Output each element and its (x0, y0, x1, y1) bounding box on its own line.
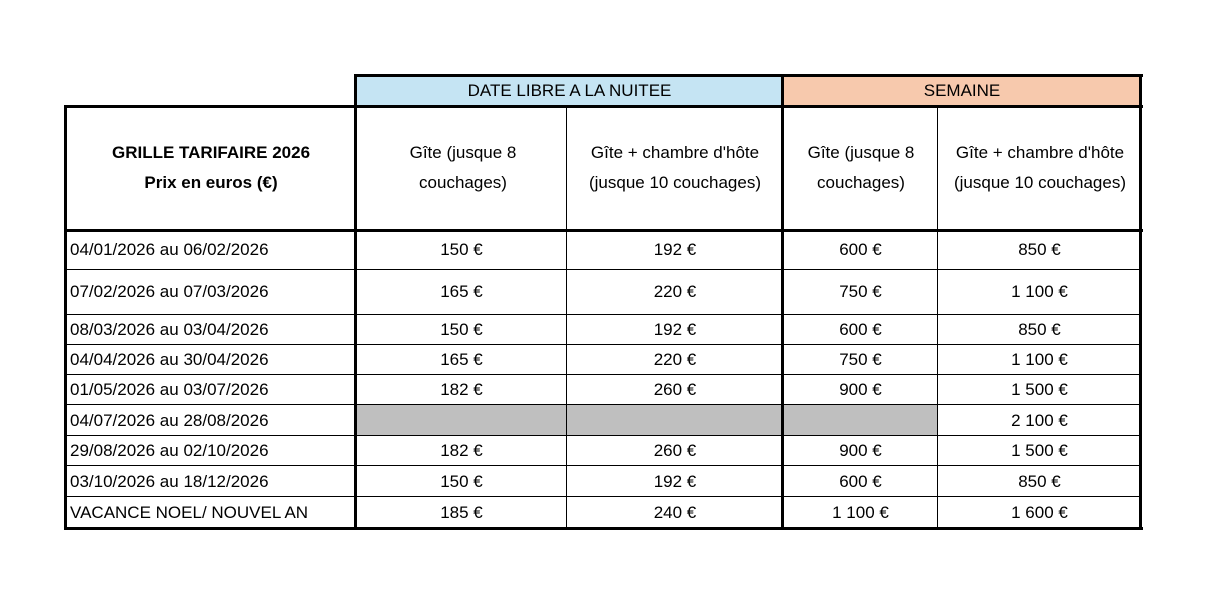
rate-libre-gite-chambre: 240 € (653, 502, 697, 522)
rate-semaine-gite: 750 € (839, 282, 882, 301)
rate-libre-gite: 150 € (440, 240, 483, 259)
rate-semaine-gite: 600 € (839, 471, 882, 491)
rate-semaine-gite: 900 € (839, 441, 882, 460)
rate-libre-gite: 150 € (440, 320, 483, 339)
rate-semaine-gite-chambre: 850 € (1018, 240, 1061, 259)
border-line (66, 269, 1141, 270)
rate-libre-gite-chambre: 192 € (653, 240, 697, 259)
row-period: 04/04/2026 au 30/04/2026 (70, 350, 269, 369)
rate-semaine-gite: 1 100 € (832, 502, 889, 522)
rate-libre-gite-chambre: 192 € (653, 471, 697, 491)
rate-libre-gite-chambre: 220 € (653, 282, 697, 301)
row-period: 04/01/2026 au 06/02/2026 (70, 240, 269, 259)
rate-libre-gite: 150 € (440, 471, 483, 491)
border-line (781, 74, 784, 529)
rate-semaine-gite-chambre: 1 500 € (1011, 380, 1068, 399)
border-line (354, 74, 1143, 77)
title-line-1: GRILLE TARIFAIRE 2026 (111, 143, 311, 162)
rate-semaine-gite: 600 € (839, 320, 882, 339)
border-line (64, 527, 1143, 530)
rate-semaine-gite-chambre: 1 600 € (1011, 502, 1068, 522)
empty-rate-cell (567, 405, 783, 436)
rate-semaine-gite-chambre: 850 € (1018, 320, 1061, 339)
rate-libre-gite: 182 € (440, 380, 483, 399)
rate-libre-gite-chambre: 260 € (653, 380, 697, 399)
rate-semaine-gite-chambre: 850 € (1018, 471, 1061, 491)
row-period: VACANCE NOEL/ NOUVEL AN (70, 502, 309, 522)
rate-libre-gite-chambre: 260 € (653, 441, 697, 460)
group-header-semaine: SEMAINE (783, 75, 1141, 106)
column-header-libre-gite: Gîte (jusque 8 couchages) (409, 143, 517, 192)
rate-semaine-gite: 750 € (839, 350, 882, 369)
border-line (1139, 74, 1142, 529)
column-header-semaine-gite-chambre: Gîte + chambre d'hôte (jusque 10 couchages) (953, 143, 1126, 192)
rate-libre-gite: 165 € (440, 282, 483, 301)
empty-rate-cell (783, 405, 938, 436)
row-period: 01/05/2026 au 03/07/2026 (70, 380, 269, 399)
border-line (66, 314, 1141, 315)
rate-semaine-gite: 900 € (839, 380, 882, 399)
border-line (66, 374, 1141, 375)
row-period: 08/03/2026 au 03/04/2026 (70, 320, 269, 339)
border-line (66, 496, 1141, 497)
border-line (64, 105, 1143, 108)
column-header-libre-gite-chambre: Gîte + chambre d'hôte (jusque 10 couchages) (588, 143, 761, 192)
rate-semaine-gite-chambre: 1 500 € (1011, 441, 1068, 460)
group-header-libre: DATE LIBRE A LA NUITEE (356, 75, 783, 106)
rate-libre-gite-chambre: 192 € (653, 320, 697, 339)
border-line (66, 404, 1141, 405)
border-line (64, 229, 1143, 232)
rate-semaine-gite-chambre: 1 100 € (1011, 350, 1068, 369)
rate-semaine-gite: 600 € (839, 240, 882, 259)
row-period: 03/10/2026 au 18/12/2026 (70, 471, 269, 491)
rate-libre-gite: 185 € (440, 502, 483, 522)
title-line-2: Prix en euros (€) (144, 173, 278, 192)
rate-semaine-gite-chambre: 1 100 € (1011, 282, 1068, 301)
border-line (66, 435, 1141, 436)
rate-libre-gite: 182 € (440, 441, 483, 460)
border-line (66, 344, 1141, 345)
rate-libre-gite: 165 € (440, 350, 483, 369)
empty-rate-cell (356, 405, 567, 436)
rate-libre-gite-chambre: 220 € (653, 350, 697, 369)
rate-semaine-gite-chambre: 2 100 € (1011, 410, 1068, 430)
row-period: 04/07/2026 au 28/08/2026 (70, 410, 269, 430)
column-header-semaine-gite: Gîte (jusque 8 couchages) (807, 143, 915, 192)
row-period: 29/08/2026 au 02/10/2026 (70, 441, 269, 460)
border-line (66, 465, 1141, 466)
row-period: 07/02/2026 au 07/03/2026 (70, 282, 269, 301)
table-title (66, 106, 356, 230)
